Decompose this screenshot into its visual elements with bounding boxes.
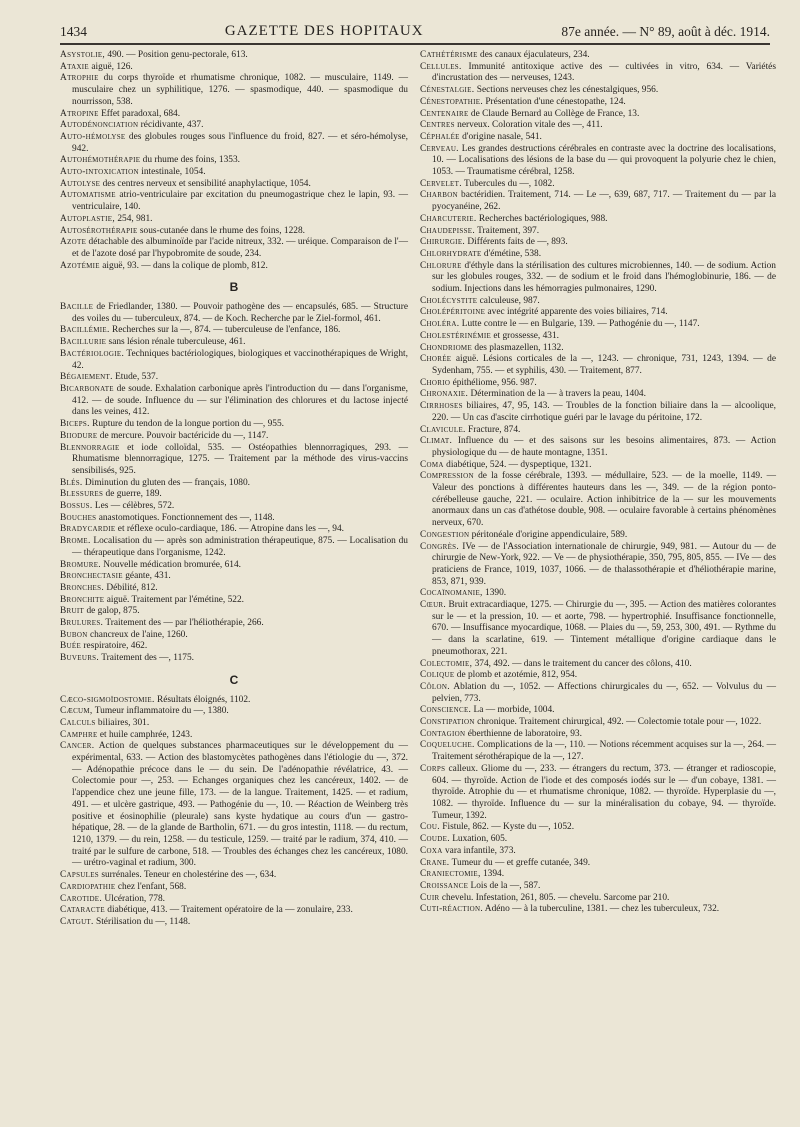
- index-entry: [60, 489, 408, 501]
- entry-keyword: Chondriome: [420, 342, 473, 353]
- entry-keyword: Bactériologie.: [60, 348, 125, 359]
- entry-text: du corps thyroïde et rhumatisme chronique, 1082. — musculaire, 1149. — musculaire chez un syphilitique, 1276. — spasmodique, 440. — spasmodique du nourrisson, 538.: [72, 73, 408, 107]
- index-entry: [420, 858, 776, 870]
- entry-text: et huile camphrée, 1243.: [97, 729, 193, 740]
- entry-text: 1394.: [480, 869, 505, 880]
- entry-keyword: Congestion: [420, 529, 470, 540]
- entry-keyword: Blennorragie: [60, 442, 120, 453]
- entry-text: atrio-ventriculaire par excitation du pneumogastrique chez le lapin, 93. — ventriculaire, 140.: [72, 190, 408, 213]
- entry-text: Etude, 537.: [112, 372, 159, 383]
- index-entry: [420, 378, 776, 390]
- entry-keyword: Buveurs.: [60, 653, 100, 664]
- entry-keyword: Azotémie: [60, 260, 100, 271]
- entry-keyword: Craniectomie,: [420, 869, 481, 880]
- entry-text: Action de quelques substances pharmaceutiques sur le développement du — expérimental, 633. — Action des blastomycètes pathogènes dans l'étiologie du —, 372. — Adénopathie précoce dans le — du sein. De l'adénopathie révélatrice, 43. — Colectomie pour —, 253. — Echanges organiques chez les cancéreux, 1402. — de l'appendice chez une jeune fille, 173. — de la langue. Traitement, 1425. — et radium, 491. — et ulcère gastrique, 493. — Pathogénie du —, 10. — Réaction de Weinberg très positive et éosinophilie (pleurale) sans kyste hydatique au cours d'un — gastro-hépatique, 28. — de la glande de Bartholin, 671. — du gros intestin, 1118. — du rectum, 1210, 1379. — du rein, 1258. — du testicule, 1259. — traité par le radium, 374, 410. — traité par le sulfure de carbone, 518. — Troubles des échanges chez les cancéreux, 1080. — urétro-vaginal et radium, 300.: [72, 741, 408, 869]
- entry-keyword: Chirurgie.: [420, 237, 466, 248]
- entry-keyword: Atrophie: [60, 73, 99, 84]
- entry-keyword: Conscience.: [420, 705, 472, 716]
- entry-text: Débilité, 812.: [103, 582, 158, 593]
- entry-text: Fracture, 874.: [465, 424, 521, 435]
- index-entry: [420, 600, 776, 659]
- entry-text: Différents faits de —, 893.: [465, 237, 568, 248]
- index-entry: [60, 695, 408, 707]
- entry-keyword: Cirrhoses: [420, 401, 463, 412]
- entry-text: 254, 981.: [114, 213, 153, 224]
- entry-keyword: Cholestérinémie: [420, 330, 492, 341]
- issue-info: 87e année. — N° 89, août à déc. 1914.: [561, 24, 770, 39]
- entry-text: chevelu. Infestation, 261, 805. — chevelu. Sarcome par 210.: [439, 892, 670, 903]
- entry-keyword: Autodénonciation: [60, 120, 139, 131]
- index-entry: [420, 705, 776, 717]
- entry-keyword: Automatisme: [60, 190, 116, 201]
- entry-text: Résultats éloignés, 1102.: [154, 694, 251, 705]
- index-entry: [60, 905, 408, 917]
- index-entry: [60, 120, 408, 132]
- entry-keyword: Asystolie,: [60, 50, 106, 60]
- entry-keyword: Centres: [420, 120, 455, 131]
- index-entry: [420, 109, 776, 121]
- entry-text: Adéno — à la tuberculine, 1381. — chez les tuberculeux, 732.: [482, 904, 720, 915]
- index-entry: [60, 50, 408, 62]
- entry-text: Immunité antitoxique active des — cultivées in vitro, 634. — Variétés d'incrustation des — nerveuses, 1243.: [432, 61, 776, 84]
- entry-keyword: Coude.: [420, 834, 450, 845]
- entry-keyword: Chlorure: [420, 260, 462, 271]
- entry-text: de Friedlander, 1380. — Pouvoir pathogène des — encapsulés, 685. — Structure des voiles du — tuberculeux, 874. — de Koch. Recherche par le Ziel-formol, 461.: [72, 302, 408, 324]
- index-entry: [420, 471, 776, 530]
- entry-keyword: Corps: [420, 763, 446, 774]
- entry-text: Traitement des —, 1175.: [99, 653, 194, 664]
- entry-keyword: Cervelet.: [420, 178, 462, 189]
- entry-text: calculeuse, 987.: [477, 295, 540, 306]
- entry-text: des canaux éjaculateurs, 234.: [477, 50, 590, 60]
- entry-keyword: Calculs: [60, 717, 96, 728]
- entry-keyword: Bossus.: [60, 501, 93, 512]
- index-entry: [420, 670, 776, 682]
- entry-text: diabétique, 524. — dyspeptique, 1321.: [443, 459, 592, 470]
- entry-text: biliaires, 301.: [95, 717, 150, 728]
- entry-keyword: Cénestalgie.: [420, 85, 475, 96]
- index-entry: [60, 741, 408, 870]
- entry-text: 374, 492. — dans le traitement du cancer des côlons, 410.: [472, 658, 692, 669]
- entry-text: Tumeur du — et greffe cutanée, 349.: [449, 857, 591, 868]
- index-entry: [420, 389, 776, 401]
- index-entry: [420, 834, 776, 846]
- entry-keyword: Bubon: [60, 629, 88, 640]
- index-entry: [60, 226, 408, 238]
- index-entry: [60, 419, 408, 431]
- entry-keyword: Cardiopathie: [60, 881, 116, 892]
- entry-text: Fistule, 862. — Kyste du —, 1052.: [439, 822, 575, 833]
- index-entry: [60, 62, 408, 74]
- entry-keyword: Bégaiement.: [60, 372, 113, 383]
- entry-keyword: Brome.: [60, 536, 91, 547]
- index-entry: [420, 354, 776, 377]
- entry-text: de Claude Bernard au Collège de France, 13.: [468, 108, 640, 119]
- entry-text: Les grandes destructions cérébrales en contraste avec la doctrine des localisations, 10. — Localisations des lésions de la base du — qui provoquent la polyurie chez le chien, 1053. — Traumatisme cérébral, 1258.: [432, 143, 776, 178]
- entry-keyword: Coxa: [420, 845, 443, 856]
- entry-keyword: Autolyse: [60, 178, 101, 189]
- entry-text: d'origine nasale, 541.: [459, 131, 542, 142]
- entry-keyword: Crane.: [420, 857, 450, 868]
- index-entry: [60, 73, 408, 108]
- entry-text: Traitement, 397.: [474, 225, 540, 236]
- entry-keyword: Cœur.: [420, 600, 447, 611]
- index-entry: [60, 882, 408, 894]
- entry-text: Tumeur inflammatoire du —, 1380.: [92, 706, 229, 717]
- entry-text: récidivante, 437.: [138, 120, 204, 131]
- entry-text: chronique. Traitement chirurgical, 492. — Colectomie totale pour —, 1022.: [474, 717, 762, 728]
- index-entry: [60, 501, 408, 513]
- entry-text: aiguë, 93. — dans la colique de plomb, 812.: [99, 260, 268, 271]
- index-entry: [60, 571, 408, 583]
- index-entry: [60, 214, 408, 226]
- page-header: [60, 10, 770, 45]
- entry-text: Nouvelle médication bromurée, 614.: [100, 559, 242, 570]
- entry-keyword: Biiodure: [60, 430, 98, 441]
- entry-keyword: Bacille: [60, 302, 94, 313]
- entry-keyword: Cholécystite: [420, 295, 478, 306]
- index-entry: [60, 337, 408, 349]
- index-entry: [420, 717, 776, 729]
- entry-text: des globules rouges sous l'influence du froid, 827. — et séro-hémolyse, 942.: [72, 131, 408, 154]
- section-letter: C: [229, 672, 239, 687]
- entry-keyword: Cerveau.: [420, 143, 459, 154]
- index-entry: [60, 524, 408, 536]
- entry-keyword: Charcuterie.: [420, 213, 477, 224]
- entry-text: Techniques bactériologiques, biologiques et vaccinothérapiques de Wright, 42.: [72, 348, 408, 371]
- entry-keyword: Compression: [420, 471, 474, 482]
- entry-text: chancreux de l'aine, 1260.: [87, 629, 188, 640]
- entry-text: péritonéale d'origine appendiculaire, 589.: [469, 529, 628, 540]
- index-entry: [420, 214, 776, 226]
- entry-keyword: Colectomie,: [420, 658, 473, 669]
- index-entry: [420, 436, 776, 459]
- entry-keyword: Coma: [420, 459, 444, 470]
- entry-text: Bruit extracardiaque, 1275. — Chirurgie du —, 395. — Action des matières colorantes sur le — et la pression, 10. — et aorte, 798. — hypertrophié. Insuffisance fonctionnelle, 670. — Insuffisance myocardique, 1068. — Plaies du —, 59, 253, 300, 491. — Rythme du — dans la scarlatine, 619. — Tintement métallique d'origine cardiaque dans le pneumothorax, 221.: [432, 600, 776, 657]
- entry-text: des plasmazellen, 1132.: [472, 342, 564, 353]
- entry-text: sous-cutanée dans le rhume des foins, 1228.: [137, 225, 305, 236]
- index-entry: [60, 606, 408, 618]
- index-entry: [60, 641, 408, 653]
- index-entry: [60, 894, 408, 906]
- index-entry: [420, 132, 776, 144]
- index-entry: [60, 325, 408, 337]
- entry-text: Traitement des — par l'héliothérapie, 266.: [103, 618, 264, 629]
- entry-text: Recherches bactériologiques, 988.: [476, 213, 608, 224]
- entry-keyword: Bradycardie: [60, 524, 116, 535]
- index-entry: [420, 343, 776, 355]
- entry-keyword: Croissance: [420, 880, 469, 891]
- index-entry: [60, 237, 408, 260]
- index-entry: [60, 109, 408, 121]
- index-entry: [420, 261, 776, 296]
- index-entry: [60, 536, 408, 559]
- entry-keyword: Autohémothérapie: [60, 155, 141, 166]
- entry-text: de mercure. Pouvoir bactéricide du —, 1147.: [97, 430, 269, 441]
- entry-keyword: Cuti-réaction.: [420, 904, 483, 915]
- entry-keyword: Autosérothérapie: [60, 225, 138, 236]
- entry-keyword: Ataxie: [60, 61, 90, 72]
- entry-keyword: Contagion: [420, 728, 466, 739]
- entry-keyword: Biceps.: [60, 419, 90, 430]
- index-entry: [60, 560, 408, 572]
- entry-keyword: Chronaxie.: [420, 389, 469, 400]
- entry-keyword: Clavicule.: [420, 424, 466, 435]
- index-entry: [420, 62, 776, 85]
- entry-keyword: Côlon.: [420, 681, 450, 692]
- index-entry: [420, 740, 776, 763]
- entry-keyword: Carotide.: [60, 893, 103, 904]
- entry-text: Détermination de la — à travers la peau, 1404.: [468, 389, 646, 400]
- entry-keyword: Colique: [420, 670, 455, 681]
- index-entry: [420, 822, 776, 834]
- entry-keyword: Blessures: [60, 489, 104, 500]
- entry-text: de soude. Exhalation carbonique après l'introduction du — dans l'organisme, 412. — de soude. Influence du — sur l'élimination des chlorures et du lactose injecté dans les veines, 412.: [72, 383, 408, 418]
- index-entry: [420, 226, 776, 238]
- entry-keyword: Catgut.: [60, 916, 94, 927]
- index-entry: [60, 167, 408, 179]
- entry-keyword: Cocaïnomanie,: [420, 588, 483, 599]
- index-entry: [420, 144, 776, 179]
- entry-keyword: Bacillémie.: [60, 325, 110, 336]
- left-column: [60, 50, 408, 929]
- index-entry: [420, 120, 776, 132]
- entry-text: avec intégrité apparente des voies biliaires, 714.: [485, 307, 668, 318]
- entry-text: géante, 431.: [122, 571, 171, 582]
- entry-text: Lois de la —, 587.: [468, 880, 541, 891]
- index-entry: [60, 730, 408, 742]
- entry-text: IVe — de l'Association internationale de chirurgie, 949, 981. — Autour du — de chirurgie de New-York, 922. — Ve — de physiothérapie, 350, 795, 805, 855. — IVe — des praticiens de France, 1019, 1037, 1066. — de thalassothérapie et d'héliothérapie marine, 853, 871, 939.: [432, 541, 776, 587]
- entry-keyword: Céphalée: [420, 131, 460, 142]
- entry-text: de guerre, 189.: [103, 489, 162, 500]
- entry-text: Recherches sur la —, 874. — tuberculeuse de l'enfance, 186.: [109, 325, 341, 336]
- entry-text: détachable des albuminoïde par l'acide nitreux, 332. — uréique. Comparaison de l'— et de l'azote dosé par l'hypobromite de soude, 234.: [72, 237, 408, 259]
- entry-keyword: Constipation: [420, 717, 475, 728]
- entry-text: Complications de la —, 110. — Notions récemment acquises sur la —, 264. — Traitement sérothérapique de la —, 127.: [432, 740, 776, 763]
- index-entry: [60, 630, 408, 642]
- index-entry: [420, 542, 776, 589]
- index-entry: [60, 384, 408, 419]
- index-entry: [420, 331, 776, 343]
- index-entry: [420, 893, 776, 905]
- index-entry: [60, 653, 408, 665]
- entry-keyword: Congrès.: [420, 541, 460, 552]
- entry-text: surrénales. Teneur en cholestérine des —, 634.: [99, 870, 277, 881]
- index-entry: [60, 706, 408, 718]
- entry-text: Luxation, 605.: [449, 834, 508, 845]
- entry-keyword: Cou.: [420, 822, 440, 833]
- index-entry: [60, 513, 408, 525]
- index-entry: [60, 372, 408, 384]
- index-entry: [420, 190, 776, 213]
- entry-text: nerveux. Coloration vitale des —, 411.: [454, 120, 603, 131]
- entry-text: et iode colloïdal, 535. — Ostéopathies blennorragiques, 293. — Rhumatisme blennorragique, 1275. — Traitement par la méthode des virus-vaccins sensibilisés, 925.: [72, 442, 408, 476]
- entry-keyword: Cuir: [420, 892, 440, 903]
- entry-text: aiguë. Traitement par l'émétine, 522.: [104, 594, 245, 605]
- entry-keyword: Cathétérisme: [420, 50, 478, 60]
- entry-keyword: Bronchectasie: [60, 571, 123, 582]
- index-entry: [420, 97, 776, 109]
- entry-text: Tubercules du —, 1082.: [461, 178, 555, 189]
- entry-text: et réflexe oculo-cardiaque, 186. — Atropine dans les —, 94.: [115, 524, 345, 535]
- index-entry: [60, 261, 408, 273]
- entry-text: Ablation du —, 1052. — Affections chirurgicales du —, 652. — Volvulus du — pelvien, 773.: [432, 681, 776, 704]
- index-entry: [420, 296, 776, 308]
- index-entry: [420, 530, 776, 542]
- index-entry: [60, 478, 408, 490]
- entry-text: épithéliome, 956. 987.: [450, 377, 537, 388]
- entry-keyword: Cancer.: [60, 741, 95, 752]
- index-entry: [420, 764, 776, 823]
- index-entry: [420, 869, 776, 881]
- entry-keyword: Chorio: [420, 377, 451, 388]
- entry-keyword: Chlorhydrate: [420, 248, 482, 259]
- entry-keyword: Charbon: [420, 190, 458, 201]
- index-entry: [420, 588, 776, 600]
- entry-text: de la fosse cérébrale, 1393. — médullaire, 523. — de la moelle, 1149. — Valeur des ponctions à différentes hauteurs dans les —, 349. — de la région ponto-cérébelleuse gauche, 221. — oculaire. Action inhibitrice de la — sur les mouvements anormaux dans un cas d'athétose double, 908. — oculaire favorable à certains phénomènes nerveux, 670.: [432, 471, 776, 529]
- entry-keyword: Climat.: [420, 436, 453, 447]
- index-entry: [420, 401, 776, 424]
- entry-text: respiratoire, 462.: [81, 641, 148, 652]
- entry-keyword: Autoplastie,: [60, 213, 115, 224]
- entry-text: calleux. Gliome du —, 233. — étrangers du rectum, 373. — étranger et radioscopie, 604. — thyroïde. Action de l'iode et des composés iodés sur le — d'un cobaye, 1381. — thyroïde. Atrophie du — et rhumatisme chronique, 1082. — thyroïde. Hyperplasie du —, 1082. — thyroïde. Influence du — sur la minéralisation du cobaye, 94. — thyroïde. Tumeur, 1392.: [432, 763, 776, 821]
- index-entry: [420, 307, 776, 319]
- index-entry: [60, 718, 408, 730]
- entry-keyword: Chorée: [420, 354, 452, 365]
- entry-keyword: Bouches: [60, 512, 97, 523]
- entry-keyword: Coqueluche.: [420, 740, 475, 751]
- index-entry: [60, 179, 408, 191]
- index-entry: [420, 249, 776, 261]
- entry-text: Influence du — et des saisons sur les besoins alimentaires, 873. — Action physiologique du — de haute montagne, 1351.: [432, 436, 776, 458]
- entry-text: Localisation du — après son administration thérapeutique, 875. — Localisation du — thérapeutique dans l'organisme, 1242.: [72, 536, 408, 558]
- entry-text: Lutte contre le — en Bulgarie, 139. — Pathogénie du —, 1147.: [459, 319, 700, 330]
- index-entry: [60, 132, 408, 155]
- entry-text: bactéridien. Traitement, 714. — Le —, 639, 687, 717. — Traitement du — par la pyocyanéine, 262.: [432, 190, 776, 213]
- entry-text: Les — célèbres, 572.: [92, 501, 175, 512]
- entry-text: Présentation d'une cénestopathe, 124.: [482, 96, 626, 107]
- index-entry: [420, 682, 776, 705]
- entry-keyword: Bacillurie: [60, 337, 107, 348]
- entry-keyword: Choléra.: [420, 319, 460, 330]
- entry-text: et grossesse, 431.: [491, 330, 559, 341]
- entry-text: intestinale, 1054.: [138, 167, 206, 178]
- index-entry: [60, 302, 408, 325]
- entry-text: Diminution du gluten des — français, 1080.: [82, 477, 250, 488]
- index-entry: [60, 870, 408, 882]
- index-entry: [420, 179, 776, 191]
- entry-text: Ulcération, 778.: [102, 893, 166, 904]
- entry-text: diabétique, 413. — Traitement opératoire de la — zonulaire, 233.: [104, 905, 353, 916]
- index-entry: [420, 460, 776, 472]
- entry-text: anastomotiques. Fonctionnement des —, 1148.: [96, 512, 275, 523]
- index-entry: [60, 917, 408, 929]
- entry-text: Effet paradoxal, 684.: [98, 108, 181, 119]
- entry-keyword: Blés.: [60, 477, 83, 488]
- index-entry: [60, 190, 408, 213]
- section-letter: B: [229, 280, 239, 295]
- entry-text: vara infantile, 373.: [442, 845, 516, 856]
- index-entry: [420, 85, 776, 97]
- entry-keyword: Cæcum,: [60, 706, 93, 717]
- entry-text: d'émétine, 538.: [481, 248, 542, 259]
- entry-keyword: Bruit: [60, 606, 85, 617]
- entry-keyword: Bronchite: [60, 594, 105, 605]
- index-entry: [60, 155, 408, 167]
- entry-keyword: Cataracte: [60, 905, 105, 916]
- entry-text: Stérilisation du —, 1148.: [93, 916, 191, 927]
- journal-title: GAZETTE DES HOPITAUX: [224, 23, 424, 39]
- entry-text: 1390.: [482, 588, 507, 599]
- index-entry: [420, 881, 776, 893]
- right-column: [420, 50, 776, 916]
- entry-keyword: Cholépéritoine: [420, 307, 486, 318]
- entry-keyword: Auto-hémolyse: [60, 131, 126, 142]
- entry-keyword: Buée: [60, 641, 82, 652]
- entry-text: 490. — Position genu-pectorale, 613.: [105, 50, 248, 60]
- entry-text: La — morbide, 1004.: [471, 705, 555, 716]
- index-entry: [420, 237, 776, 249]
- entry-keyword: Cénestopathie.: [420, 96, 483, 107]
- index-entry: [60, 443, 408, 478]
- index-entry: [420, 659, 776, 671]
- entry-text: de plomb et azotémie, 812, 954.: [454, 670, 578, 681]
- entry-text: Sections nerveuses chez les cénestalgiques, 956.: [474, 85, 659, 96]
- page-number: 1434: [60, 24, 87, 39]
- entry-text: chez l'enfant, 568.: [115, 881, 187, 892]
- index-entry: [60, 349, 408, 372]
- entry-keyword: Brulures.: [60, 618, 104, 629]
- entry-keyword: Cellules.: [420, 61, 462, 72]
- index-entry: [60, 618, 408, 630]
- entry-keyword: Auto-intoxication: [60, 167, 139, 178]
- entry-keyword: Atropine: [60, 108, 99, 119]
- entry-text: d'éthyle dans la stérilisation des cultures microbiennes, 140. — de sodium. Action sur les globules rouges, 332. — de sodium et le froid dans l'hémoglobinurie, 186. — de sodium. Injections dans les hémorragies pulmonaires, 1290.: [432, 260, 776, 295]
- entry-text: biliaires, 47, 95, 143. — Troubles de la fonction biliaire dans la — alcoolique, 220. — Un cas d'ascite cirrhotique guéri par le lavage du péritoine, 172.: [432, 401, 776, 423]
- entry-text: du rhume des foins, 1353.: [140, 155, 241, 166]
- entry-keyword: Bronches.: [60, 582, 104, 593]
- entry-keyword: Camphre: [60, 729, 98, 740]
- index-entry: [420, 319, 776, 331]
- entry-text: des centres nerveux et sensibilité anaphylactique, 1054.: [100, 178, 311, 189]
- index-entry: [60, 583, 408, 595]
- entry-keyword: Bicarbonate: [60, 383, 114, 394]
- index-entry: [60, 595, 408, 607]
- entry-keyword: Bromure.: [60, 559, 101, 570]
- entry-text: Rupture du tendon de la longue portion du —, 955.: [89, 419, 285, 430]
- entry-keyword: Azote: [60, 237, 87, 248]
- index-entry: [60, 431, 408, 443]
- index-entry: [420, 904, 776, 916]
- entry-keyword: Capsules: [60, 870, 99, 881]
- index-entry: [420, 846, 776, 858]
- index-entry: [420, 729, 776, 741]
- entry-text: aiguë. Lésions corticales de la —, 1243. — chronique, 731, 1243, 1394. — de Sydenham, 755. — et syphilis, 430. — Traitement, 877.: [432, 354, 776, 376]
- entry-text: aiguë, 126.: [89, 61, 133, 72]
- index-entry: [420, 50, 776, 62]
- entry-keyword: Cæco-sigmoïdostomie.: [60, 694, 155, 705]
- entry-keyword: Chaudepisse.: [420, 225, 475, 236]
- entry-text: de galop, 875.: [84, 606, 140, 617]
- index-entry: [420, 425, 776, 437]
- entry-text: éberthienne de laboratoire, 93.: [465, 728, 582, 739]
- entry-text: sans lésion rénale tuberculeuse, 461.: [106, 337, 246, 348]
- entry-keyword: Centenaire: [420, 108, 469, 119]
